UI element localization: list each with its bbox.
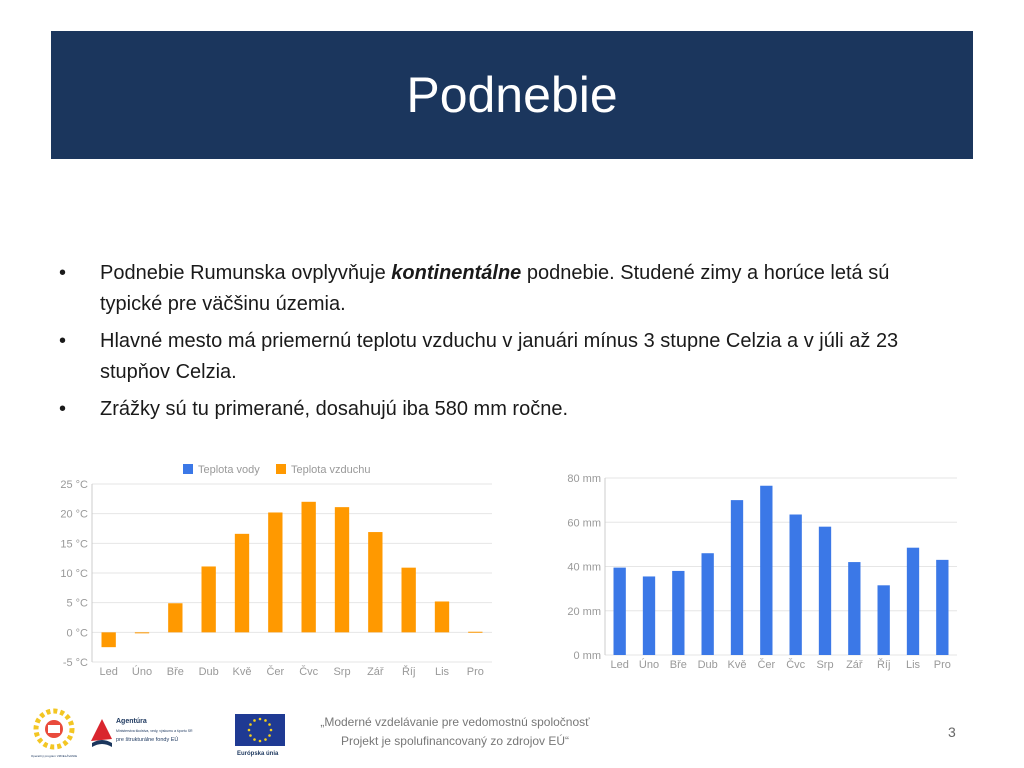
bar-Pro: [936, 560, 948, 655]
bar-Kvě: [731, 500, 743, 655]
bar-Srp: [335, 507, 349, 632]
bar-Led: [102, 632, 116, 647]
x-tick-label: Dub: [697, 659, 718, 671]
x-tick-label: Čvc: [786, 659, 806, 671]
page-number: 3: [948, 724, 956, 740]
y-tick-label: 25 °C: [60, 479, 88, 491]
y-tick-label: 60 mm: [567, 517, 601, 530]
bar-Úno: [643, 576, 655, 655]
bar-Srp: [819, 527, 831, 655]
y-tick-label: 15 °C: [60, 538, 88, 551]
bullet-emphasis: kontinentálne: [391, 262, 522, 284]
x-tick-label: Zář: [846, 659, 863, 671]
bar-Čer: [268, 512, 282, 632]
y-tick-label: 20 mm: [567, 605, 601, 618]
y-tick-label: 10 °C: [60, 568, 88, 580]
y-tick-label: 0 °C: [66, 627, 88, 640]
eu-star: [268, 723, 271, 726]
bar-Zář: [368, 532, 382, 632]
x-tick-label: Zář: [367, 666, 384, 678]
bar-Čer: [760, 486, 772, 655]
eu-star: [268, 734, 271, 737]
eu-flag-logo: [234, 713, 286, 759]
bar-Lis: [435, 601, 449, 632]
legend-swatch: [183, 464, 193, 474]
footer-line-2: Projekt je spolufinancovaný zo zdrojov EÚ“: [340, 734, 570, 748]
eu-star: [259, 718, 262, 721]
footer-text: [300, 713, 610, 751]
y-tick-label: 40 mm: [567, 561, 601, 574]
bar-Pro: [468, 632, 482, 633]
y-tick-label: 20 °C: [60, 508, 88, 521]
x-tick-label: Led: [99, 666, 118, 678]
title-band: [51, 31, 973, 159]
y-tick-label: -5 °C: [62, 657, 88, 669]
eu-star: [259, 740, 262, 743]
book-icon: [91, 719, 112, 747]
eu-star: [253, 719, 256, 722]
agency-line2: Ministerstva školstva, vedy, výskumu a športu SR: [116, 729, 193, 733]
x-tick-label: Kvě: [727, 659, 747, 671]
eu-label: Európska únia: [237, 751, 279, 757]
star-ring-icon: [36, 711, 72, 747]
bar-Bře: [168, 603, 182, 632]
agency-logo: [88, 711, 228, 755]
legend-label: Teplota vzduchu: [291, 464, 371, 476]
x-tick-label: Říj: [876, 659, 891, 671]
eu-star: [264, 719, 267, 722]
bar-Zář: [848, 562, 860, 655]
x-tick-label: Dub: [198, 666, 219, 678]
bar-Led: [614, 568, 626, 655]
agency-line3: pre štrukturálne fondy EÚ: [116, 737, 179, 743]
x-tick-label: Kvě: [232, 666, 252, 678]
bar-Čvc: [302, 502, 316, 633]
eu-star: [249, 734, 252, 737]
bullet-item-precipitation: [55, 394, 955, 425]
bar-Dub: [202, 566, 216, 632]
bullet-item-climate: [55, 258, 955, 320]
x-tick-label: Úno: [638, 659, 660, 671]
y-tick-label: 5 °C: [66, 597, 88, 610]
op-label: Operačný program VZDELÁVANIE: [30, 754, 78, 758]
footer-logos: [28, 705, 318, 763]
bullet-item-temperature: [55, 326, 955, 388]
bar-Úno: [135, 632, 149, 633]
bar-Říj: [402, 568, 416, 633]
bar-Říj: [878, 585, 890, 655]
x-tick-label: Srp: [816, 659, 834, 671]
footer-line-1: „Moderné vzdelávanie pre vedomostnú spoločnosť: [320, 715, 590, 729]
eu-star: [253, 738, 256, 741]
y-tick-label: 80 mm: [567, 473, 601, 485]
agency-title: Agentúra: [116, 718, 147, 725]
eu-star: [249, 723, 252, 726]
slide-title: Podnebie: [406, 67, 618, 123]
bullet-text-2: Hlavné mesto má priemernú teplotu vzduchu v januári mínus 3 stupne Celzia a v júli až 23 stupňov Celzia.: [100, 330, 899, 383]
x-tick-label: Lis: [434, 666, 450, 678]
x-tick-label: Pro: [466, 666, 484, 678]
eu-star: [264, 738, 267, 741]
temperature-chart: [50, 455, 505, 683]
x-tick-label: Čer: [757, 659, 776, 671]
x-tick-label: Čer: [266, 666, 285, 678]
x-tick-label: Říj: [401, 666, 416, 678]
bullet-text-1b: podnebie. Studené zimy a horúce letá sú typické pre väčšinu územia.: [100, 262, 890, 315]
legend-swatch: [276, 464, 286, 474]
temperature-chart-svg: [50, 455, 505, 683]
x-tick-label: Bře: [166, 666, 184, 678]
bar-Kvě: [235, 534, 249, 632]
x-tick-label: Led: [610, 659, 629, 671]
bullet-text-1a: Podnebie Rumunska ovplyvňuje: [100, 262, 392, 284]
legend-label: Teplota vody: [198, 464, 260, 476]
bullet-text-3: Zrážky sú tu primerané, dosahujú iba 580 mm ročne.: [100, 398, 568, 420]
x-tick-label: Lis: [905, 659, 921, 671]
x-tick-label: Srp: [333, 666, 351, 678]
x-tick-label: Bře: [669, 659, 687, 671]
x-tick-label: Pro: [933, 659, 951, 671]
bar-Dub: [702, 553, 714, 655]
eu-star: [248, 729, 251, 732]
bar-Čvc: [790, 515, 802, 655]
bullet-list: [55, 258, 955, 431]
bar-Lis: [907, 548, 919, 655]
y-tick-label: 0 mm: [573, 650, 601, 662]
x-tick-label: Úno: [131, 666, 153, 678]
precipitation-chart-svg: [555, 465, 970, 680]
x-tick-label: Čvc: [299, 666, 319, 678]
bar-Bře: [672, 571, 684, 655]
op-vzdelavanie-logo: [28, 705, 80, 761]
eu-star: [270, 729, 273, 732]
precipitation-chart: [555, 465, 970, 680]
